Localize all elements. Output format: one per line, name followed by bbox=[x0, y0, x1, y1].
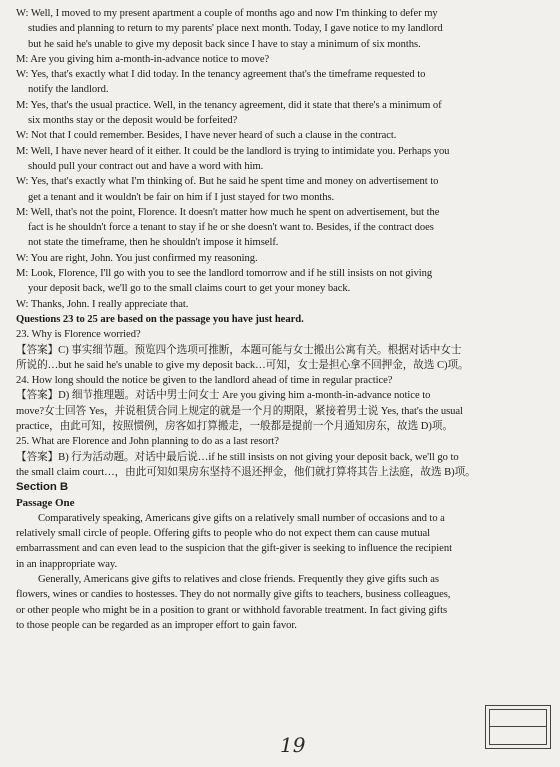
dialogue-line: six months stay or the deposit would be forfeited? bbox=[28, 115, 238, 127]
dialogue-line: W: Well, I moved to my present apartment a couple of months ago and now I'm thinking to defer my bbox=[16, 8, 438, 19]
answer-line: 【答案】D) 细节推理题。对话中男士问女士 Are you giving him a-month-in-advance notice to bbox=[16, 390, 431, 402]
questions-heading: Questions 23 to 25 are based on the passage you have just heard. bbox=[16, 313, 304, 325]
dialogue-line: notify the landlord. bbox=[28, 84, 109, 96]
answer-line: 【答案】B) 行为活动题。对话中最后说…if he still insists on not giving your deposit back, we'll go to bbox=[16, 451, 459, 463]
dialogue-line: fact is he shouldn't force a tenant to stay if he or she doesn't want to. Besides, if the contract does bbox=[28, 222, 434, 234]
passage-heading: Passage One bbox=[16, 496, 75, 509]
dialogue-line: M: Are you giving him a-month-in-advance notice to move? bbox=[16, 53, 270, 65]
dialogue-line: W: Thanks, John. I really appreciate that. bbox=[16, 298, 189, 310]
question-line: 23. Why is Florence worried? bbox=[16, 329, 141, 341]
dialogue-line: studies and planning to return to my parents' place next month. Today, I gave notice to my landlord bbox=[28, 23, 443, 35]
answer-line: 【答案】C) 事实细节题。预览四个选项可推断，本题可能与女士搬出公寓有关。根据对话中女士 bbox=[16, 344, 462, 356]
passage-line: Comparatively speaking, Americans give gifts on a relatively small number of occasions and to a bbox=[38, 512, 445, 524]
dialogue-line: but he said he's unable to give my deposit back since I have to stay a minimum of six months. bbox=[28, 38, 421, 50]
question-line: 24. How long should the notice be given to the landlord ahead of time in regular practice? bbox=[16, 375, 393, 387]
dialogue-line: get a tenant and it wouldn't be fair on him if I just stayed for two months. bbox=[28, 191, 335, 203]
dialogue-line: M: Yes, that's the usual practice. Well, in the tenancy agreement, did it state that there's a minimum of bbox=[16, 99, 442, 111]
passage-line: relatively small circle of people. Offering gifts to people who do not expect them can cause mutual bbox=[16, 528, 431, 540]
passage-line: to those people can be regarded as an improper effort to gain favor. bbox=[16, 619, 297, 631]
dialogue-line: W: You are right, John. You just confirmed my reasoning. bbox=[16, 252, 258, 264]
dialogue-line: M: Look, Florence, I'll go with you to see the landlord tomorrow and if he still insists on not giving bbox=[16, 268, 433, 280]
answer-line: 所说的…but he said he's unable to give my deposit back…可知，女士是担心拿不回押金，故选 C)项。 bbox=[16, 359, 469, 371]
passage-line: Generally, Americans give gifts to relatives and close friends. Frequently they give gifts such as bbox=[38, 573, 439, 585]
dialogue-line: W: Not that I could remember. Besides, I have never heard of such a clause in the contract. bbox=[16, 130, 397, 142]
dialogue-line: M: Well, I have never heard of it either. It could be the landlord is trying to intimidate you. Perhaps you bbox=[16, 145, 450, 157]
passage-line: flowers, wines or candies to hostesses. They do not normally give gifts to teachers, business colleagues, bbox=[16, 589, 451, 601]
dialogue-line: not state the timeframe, then he shouldn't impose it himself. bbox=[28, 237, 279, 249]
dialogue-line: your deposit back, we'll go to the small claims court to get your money back. bbox=[28, 283, 351, 295]
dialogue-line: W: Yes, that's exactly what I did today. In the tenancy agreement that's the timeframe requested to bbox=[16, 69, 426, 81]
answer-line: practice，由此可知，按照惯例，房客如打算搬走，一般都是提前一个月通知房东，故选 D)项。 bbox=[16, 421, 453, 433]
dialogue-line: W: Yes, that's exactly what I'm thinking of. But he said he spent time and money on advertisement to bbox=[16, 176, 439, 188]
dialogue-line: M: Well, that's not the point, Florence. It doesn't matter how much he spent on advertisement, but the bbox=[16, 206, 440, 218]
document-body bbox=[16, 6, 550, 633]
answer-box bbox=[485, 705, 551, 749]
question-line: 25. What are Florence and John planning to do as a last resort? bbox=[16, 436, 279, 448]
answer-box-inner bbox=[489, 709, 547, 745]
passage-line: embarrassment and can even lead to the suspicion that the gift-giver is seeking to influence the recipient bbox=[16, 543, 452, 555]
dialogue-line: should pull your contract out and have a word with him. bbox=[28, 160, 264, 172]
page-number: 19 bbox=[280, 733, 306, 757]
answer-box-divider bbox=[489, 726, 547, 727]
section-heading: Section B bbox=[16, 481, 69, 494]
passage-line: in an inappropriate way. bbox=[16, 558, 118, 570]
passage-line: or other people who might be in a position to grant or withhold favorable treatment. In fact giving gifts bbox=[16, 604, 448, 616]
answer-line: move?女士回答 Yes，并说租赁合同上规定的就是一个月的期限，紧接着男士说 Yes, that's the usual bbox=[16, 405, 463, 417]
answer-line: the small claim court…，由此可知如果房东坚持不退还押金，他们就打算将其告上法庭，故选 B)项。 bbox=[16, 466, 476, 478]
